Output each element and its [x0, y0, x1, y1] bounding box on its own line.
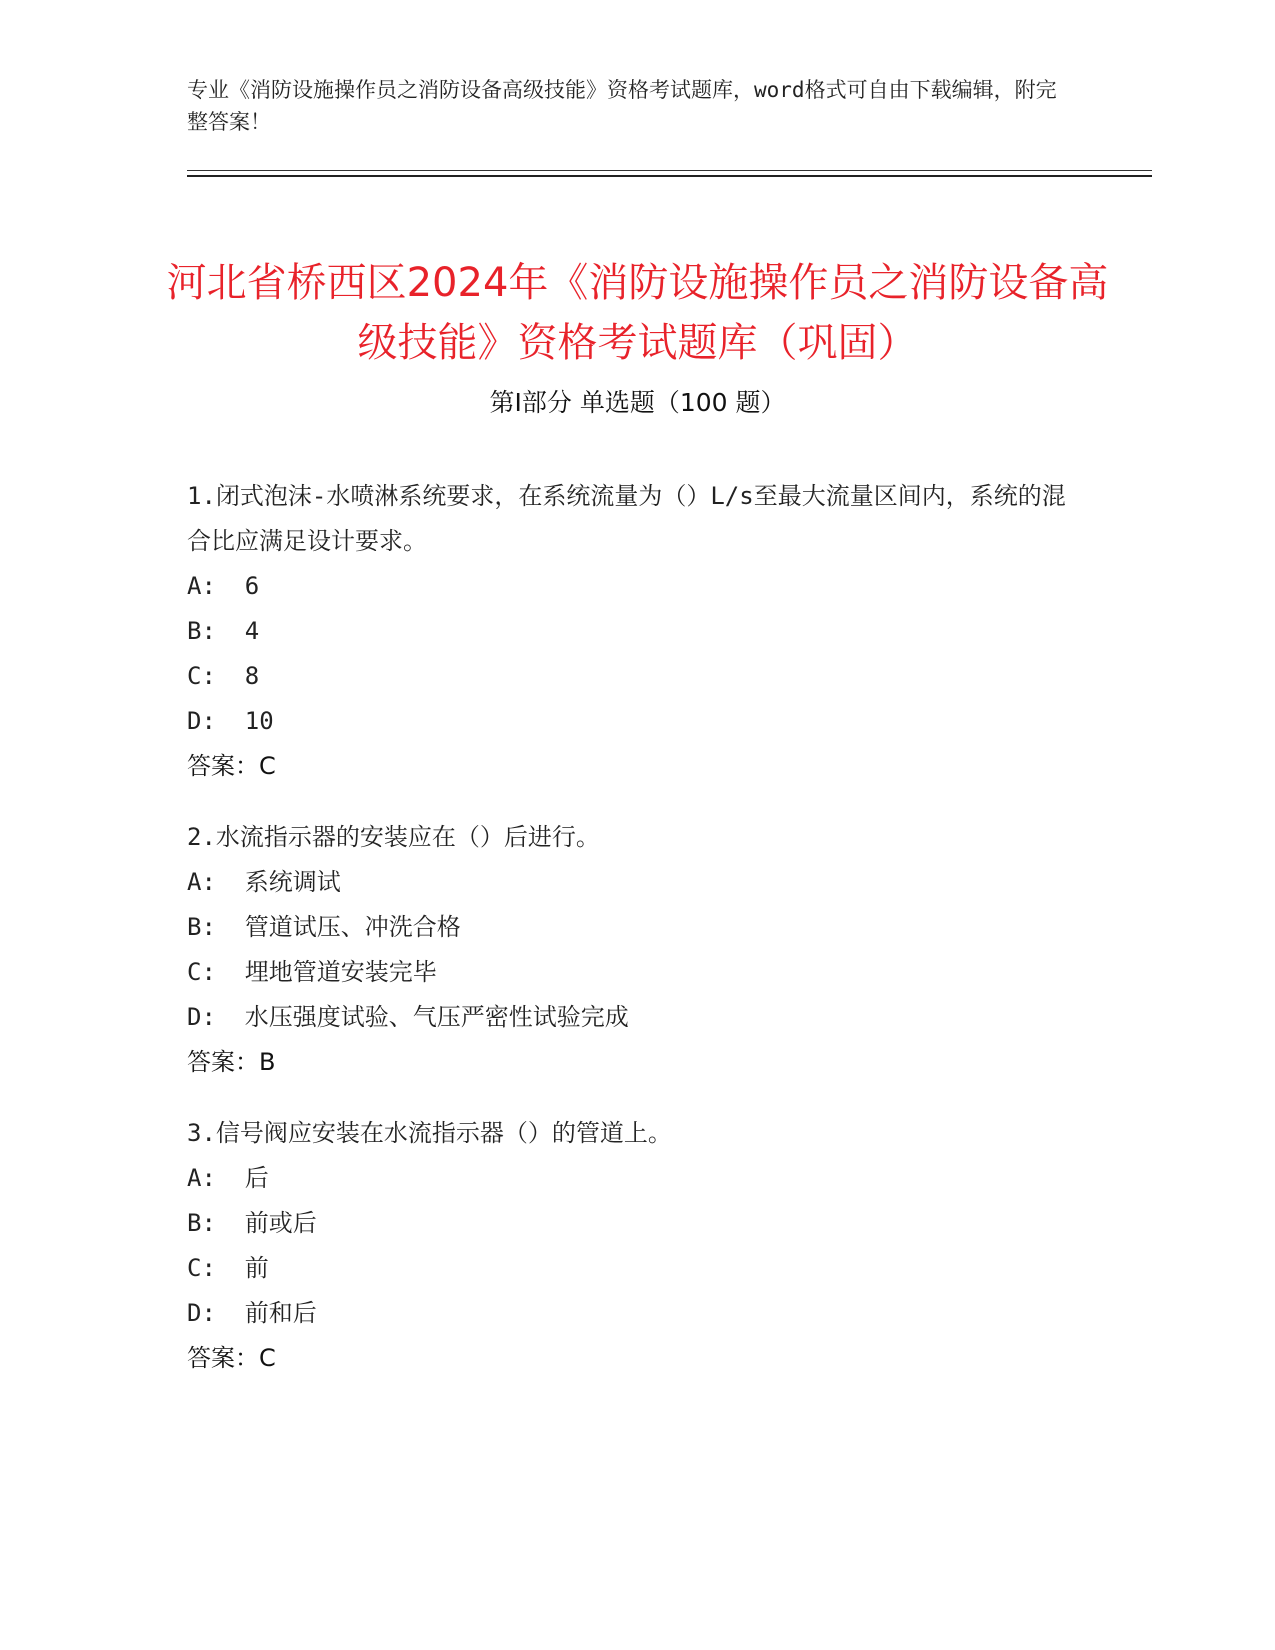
question-1: [187, 474, 1067, 789]
option-b: B: 前或后: [187, 1209, 317, 1237]
question-2: [187, 815, 1067, 1085]
question-list: [187, 474, 1067, 1407]
question-stem: 3.信号阀应安装在水流指示器（）的管道上。: [187, 1119, 672, 1147]
section-heading: 第Ⅰ部分 单选题（100 题）: [489, 388, 786, 417]
option-d: D: 10: [187, 707, 274, 735]
option-a: A: 6: [187, 572, 260, 600]
option-c: C: 前: [187, 1254, 269, 1282]
header-divider-top: [187, 170, 1152, 171]
answer-line: 答案：B: [187, 1048, 276, 1076]
answer-line: 答案：C: [187, 752, 276, 780]
option-d: D: 水压强度试验、气压严密性试验完成: [187, 1003, 629, 1031]
option-d: D: 前和后: [187, 1299, 317, 1327]
option-b: B: 4: [187, 617, 260, 645]
option-c: C: 埋地管道安装完毕: [187, 958, 437, 986]
header-divider-bottom: [187, 175, 1152, 177]
option-b: B: 管道试压、冲洗合格: [187, 913, 461, 941]
document-title: 河北省桥西区2024年《消防设施操作员之消防设备高级技能》资格考试题库（巩固）: [166, 259, 1109, 366]
answer-line: 答案：C: [187, 1344, 276, 1372]
question-stem: 2.水流指示器的安装应在（）后进行。: [187, 823, 600, 851]
option-a: A: 系统调试: [187, 868, 341, 896]
question-3: [187, 1111, 1067, 1381]
header-note: 专业《消防设施操作员之消防设备高级技能》资格考试题库，word格式可自由下载编辑，附完整答案！: [187, 78, 1057, 134]
option-c: C: 8: [187, 662, 260, 690]
question-stem: 1.闭式泡沫-水喷淋系统要求，在系统流量为（）L/s至最大流量区间内，系统的混合比应满足设计要求。: [187, 482, 1066, 555]
option-a: A: 后: [187, 1164, 269, 1192]
